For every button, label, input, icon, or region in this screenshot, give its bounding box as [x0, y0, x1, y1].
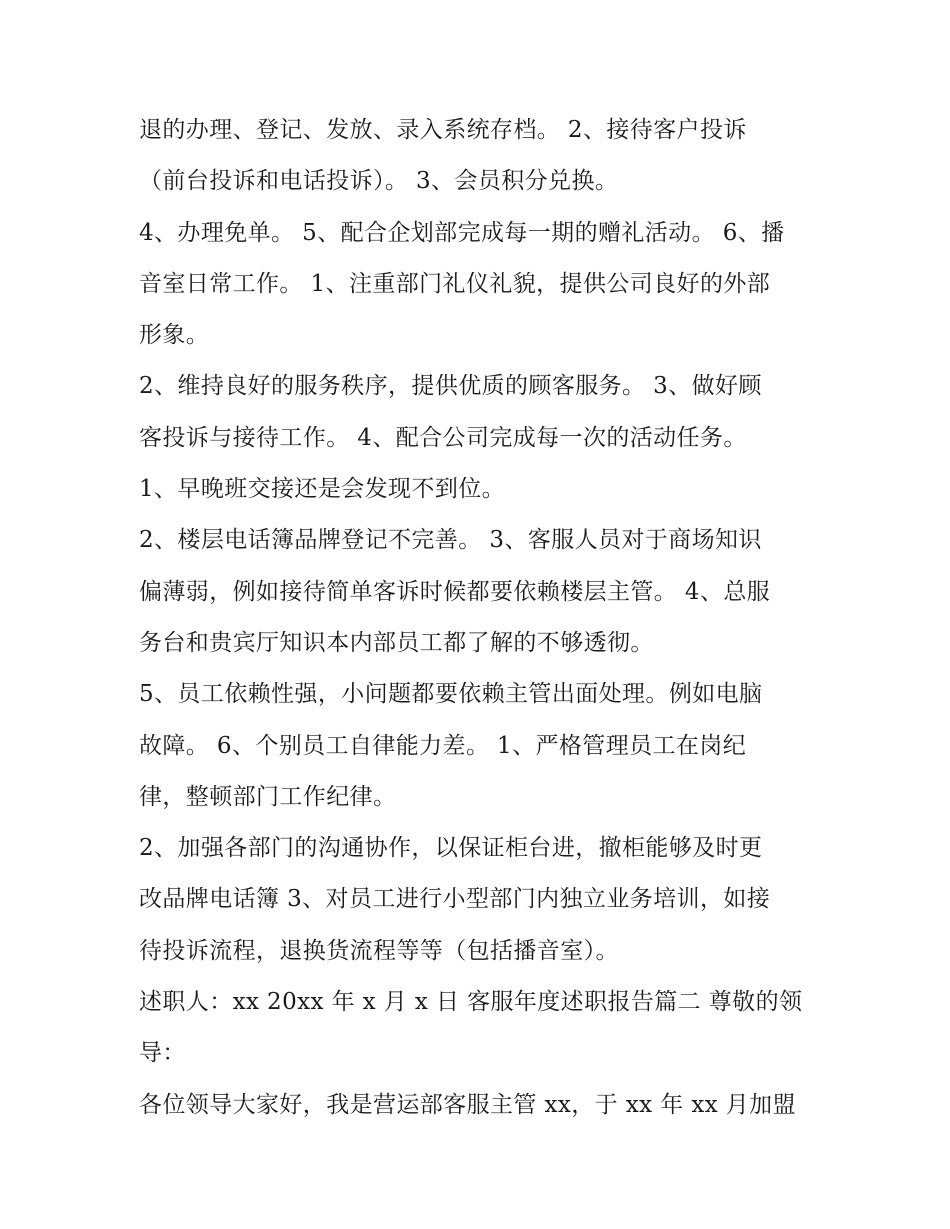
text-line: 2、楼层电话簿品牌登记不完善。 3、客服人员对于商场知识	[139, 527, 762, 554]
document-body	[139, 105, 819, 1131]
text-line: 2、维持良好的服务秩序，提供优质的顾客服务。 3、做好顾	[139, 373, 762, 400]
text-line: 各位领导大家好，我是营运部客服主管 xx，于 xx 年 xx 月加盟	[139, 1091, 796, 1118]
text-line: 改品牌电话簿 3、对员工进行小型部门内独立业务培训，如接	[139, 886, 771, 913]
text-line: 务台和贵宾厅知识本内部员工都了解的不够透彻。	[139, 629, 654, 656]
text-line: 导：	[139, 1040, 186, 1067]
text-line: 述职人：xx 20xx 年 x 月 x 日 客服年度述职报告篇二 尊敬的领	[139, 989, 803, 1016]
text-line: 2、加强各部门的沟通协作，以保证柜台进，撤柜能够及时更	[139, 835, 763, 862]
text-line: 故障。 6、个别员工自律能力差。 1、严格管理员工在岗纪	[139, 732, 747, 759]
text-line: 5、员工依赖性强，小问题都要依赖主管出面处理。例如电脑	[139, 681, 763, 708]
text-line: 偏薄弱，例如接待简单客诉时候都要依赖楼层主管。 4、总服	[139, 578, 771, 605]
text-line: 客投诉与接待工作。 4、配合公司完成每一次的活动任务。	[139, 424, 747, 451]
text-line: 形象。	[139, 322, 210, 349]
text-line: 音室日常工作。 1、注重部门礼仪礼貌，提供公司良好的外部	[139, 270, 771, 297]
text-line: 退的办理、登记、发放、录入系统存档。 2、接待客户投诉	[139, 117, 747, 143]
text-line: 1、早晚班交接还是会发现不到位。	[139, 476, 506, 503]
text-line: 律，整顿部门工作纪律。	[139, 783, 397, 810]
text-line: 4、办理免单。 5、配合企划部完成每一期的赠礼活动。 6、播	[139, 219, 785, 246]
text-line: （前台投诉和电话投诉）。 3、会员积分兑换。	[139, 168, 619, 195]
text-line: 待投诉流程，退换货流程等等（包括播音室）。	[139, 937, 619, 964]
